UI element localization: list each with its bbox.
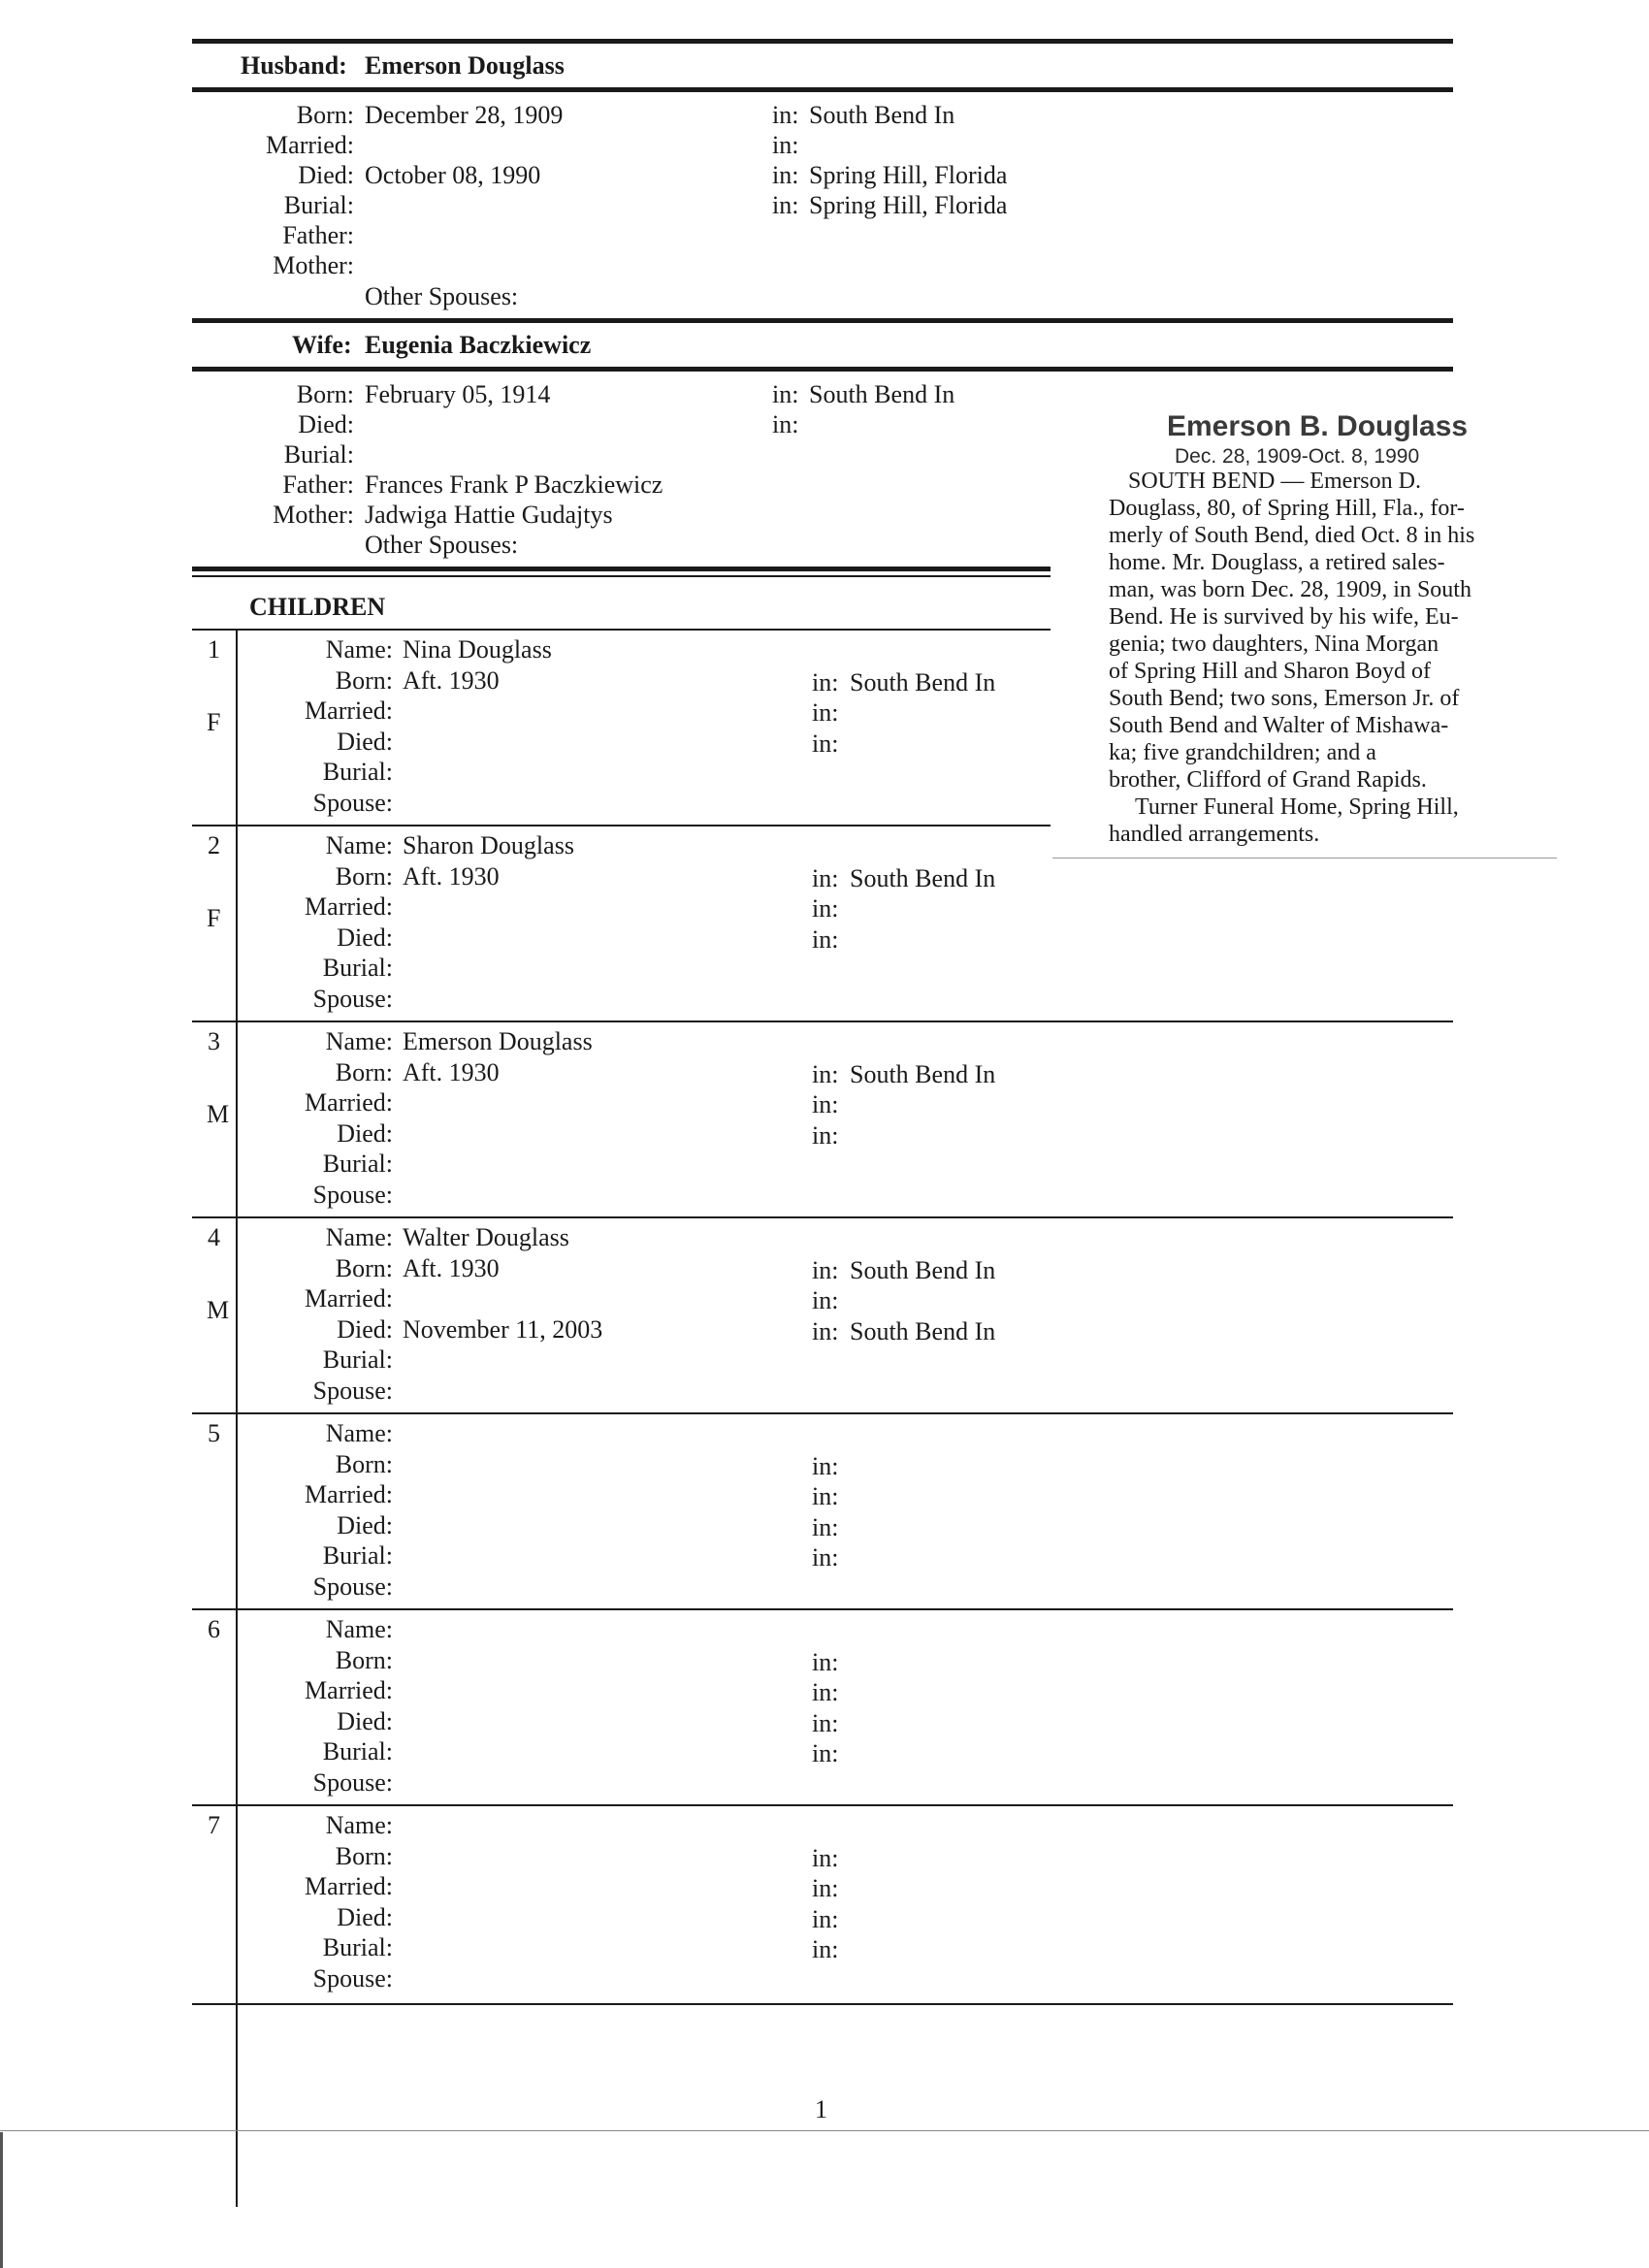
child-born-in-label: in: bbox=[812, 1647, 839, 1676]
child-divider-horizontal bbox=[192, 2003, 1453, 2005]
child-died-label: Died: bbox=[337, 1510, 393, 1539]
child-divider-horizontal bbox=[192, 1804, 1453, 1806]
husband-name: Emerson Douglass bbox=[365, 51, 565, 80]
child-divider-horizontal bbox=[192, 1216, 1453, 1218]
child-died-label: Died: bbox=[337, 1706, 393, 1735]
child-burial-label: Burial: bbox=[322, 1737, 393, 1766]
husband-died-place: Spring Hill, Florida bbox=[809, 161, 1008, 189]
obituary-line: South Bend and Walter of Mishawa- bbox=[1109, 713, 1449, 738]
child-born-label: Born: bbox=[335, 861, 393, 891]
obituary-title: Emerson B. Douglass bbox=[1167, 410, 1469, 442]
wife-born-in-label: in: bbox=[772, 380, 799, 408]
child-born-place: South Bend In bbox=[850, 1059, 996, 1088]
child-married-in-label: in: bbox=[812, 1286, 839, 1314]
child-divider-vertical bbox=[236, 1218, 238, 1414]
wife-name: Eugenia Baczkiewicz bbox=[365, 331, 592, 359]
obituary-line: SOUTH BEND — Emerson D. bbox=[1128, 469, 1421, 494]
husband-born-date: December 28, 1909 bbox=[365, 101, 564, 129]
obituary-line: Turner Funeral Home, Spring Hill, bbox=[1135, 794, 1459, 820]
child-sex: M bbox=[207, 1100, 230, 1128]
child-spouse-label: Spouse: bbox=[312, 1767, 393, 1797]
husband-label: Husband: bbox=[241, 51, 347, 80]
child-born-in-label: in: bbox=[812, 863, 839, 892]
husband-father-label: Father: bbox=[282, 221, 354, 249]
child-born-label: Born: bbox=[335, 1841, 393, 1870]
child-number: 3 bbox=[208, 1027, 220, 1055]
obituary-line: Bend. He is survived by his wife, Eu- bbox=[1109, 604, 1459, 630]
obituary-line: handled arrangements. bbox=[1109, 822, 1320, 847]
obituary-line: genia; two daughters, Nina Morgan bbox=[1109, 632, 1439, 657]
wife-other-spouses-label: Other Spouses: bbox=[365, 531, 519, 559]
child-number: 1 bbox=[208, 635, 220, 664]
obituary-line: ka; five grandchildren; and a bbox=[1109, 740, 1376, 765]
child-spouse-label: Spouse: bbox=[312, 984, 393, 1013]
child-married-label: Married: bbox=[305, 1676, 393, 1704]
child-born-in-label: in: bbox=[812, 1843, 839, 1872]
child-burial-label: Burial: bbox=[322, 1345, 393, 1374]
child-burial-in-label: in: bbox=[812, 1739, 839, 1767]
husband-died-label: Died: bbox=[298, 161, 354, 189]
child-born-place: South Bend In bbox=[850, 1255, 996, 1284]
child-sex: M bbox=[207, 1296, 230, 1324]
obituary-line: South Bend; two sons, Emerson Jr. of bbox=[1109, 686, 1460, 711]
child-married-in-label: in: bbox=[812, 1874, 839, 1902]
child-died-in-label: in: bbox=[812, 1120, 839, 1150]
child-born-label: Born: bbox=[335, 1449, 393, 1478]
child-spouse-label: Spouse: bbox=[312, 1571, 393, 1601]
child-divider-horizontal bbox=[192, 1608, 1453, 1610]
child-spouse-label: Spouse: bbox=[312, 1963, 393, 1993]
child-number: 6 bbox=[208, 1615, 220, 1643]
child-died-in-label: in: bbox=[812, 1512, 839, 1541]
husband-top-rule bbox=[192, 39, 1453, 44]
child-divider-horizontal bbox=[192, 1021, 1453, 1022]
wife-header-rule bbox=[192, 367, 1453, 372]
wife-father-label: Father: bbox=[282, 470, 354, 499]
child-died-in-label: in: bbox=[812, 1708, 839, 1737]
child-name-label: Name: bbox=[325, 1615, 393, 1643]
child-born-label: Born: bbox=[335, 1057, 393, 1086]
child-married-in-label: in: bbox=[812, 894, 839, 923]
child-died-place: South Bend In bbox=[850, 1316, 996, 1345]
child-died-label: Died: bbox=[337, 1902, 393, 1931]
child-born-value: Aft. 1930 bbox=[403, 665, 500, 695]
wife-mother: Jadwiga Hattie Gudajtys bbox=[365, 501, 613, 529]
child-born-place: South Bend In bbox=[850, 667, 996, 697]
child-burial-in-label: in: bbox=[812, 1543, 839, 1571]
child-died-in-label: in: bbox=[812, 1904, 839, 1933]
child-divider-vertical bbox=[236, 826, 238, 1022]
child-died-in-label: in: bbox=[812, 1316, 839, 1345]
child-married-label: Married: bbox=[305, 892, 393, 921]
child-married-label: Married: bbox=[305, 1480, 393, 1508]
husband-born-place: South Bend In bbox=[809, 101, 955, 129]
wife-born-label: Born: bbox=[296, 380, 354, 408]
husband-burial-place: Spring Hill, Florida bbox=[809, 191, 1008, 219]
husband-born-in-label: in: bbox=[772, 101, 799, 129]
wife-born-place: South Bend In bbox=[809, 380, 955, 408]
child-name-value: Nina Douglass bbox=[403, 635, 552, 664]
child-name-label: Name: bbox=[325, 1419, 393, 1447]
wife-burial-label: Burial: bbox=[283, 440, 354, 469]
obituary-clipping bbox=[1052, 378, 1557, 863]
husband-mother-label: Mother: bbox=[273, 251, 354, 279]
obituary-line: man, was born Dec. 28, 1909, in South bbox=[1109, 577, 1471, 602]
child-name-value: Walter Douglass bbox=[403, 1223, 569, 1251]
child-burial-label: Burial: bbox=[322, 954, 393, 982]
wife-died-label: Died: bbox=[298, 410, 354, 438]
child-burial-label: Burial: bbox=[322, 1541, 393, 1570]
child-divider-vertical bbox=[236, 1022, 238, 1218]
obituary-line: home. Mr. Douglass, a retired sales- bbox=[1109, 550, 1445, 575]
child-died-in-label: in: bbox=[812, 924, 839, 954]
wife-top-rule bbox=[192, 318, 1453, 323]
obituary-line: Douglass, 80, of Spring Hill, Fla., for- bbox=[1109, 496, 1465, 521]
children-top-rule bbox=[192, 567, 1051, 571]
child-died-label: Died: bbox=[337, 1314, 393, 1344]
child-born-in-label: in: bbox=[812, 1451, 839, 1480]
husband-burial-label: Burial: bbox=[283, 191, 354, 219]
child-married-in-label: in: bbox=[812, 698, 839, 727]
husband-died-in-label: in: bbox=[772, 161, 799, 189]
child-born-in-label: in: bbox=[812, 1059, 839, 1088]
husband-other-spouses-label: Other Spouses: bbox=[365, 282, 519, 310]
wife-label: Wife: bbox=[292, 331, 352, 359]
child-divider-vertical bbox=[236, 1610, 238, 1806]
child-died-label: Died: bbox=[337, 727, 393, 756]
obituary-bottom-rule bbox=[1052, 858, 1557, 859]
husband-burial-in-label: in: bbox=[772, 191, 799, 219]
child-sex: F bbox=[207, 708, 221, 736]
child-sex: F bbox=[207, 904, 221, 932]
child-born-value: Aft. 1930 bbox=[403, 1057, 500, 1086]
child-name-label: Name: bbox=[325, 1223, 393, 1251]
child-born-in-label: in: bbox=[812, 1255, 839, 1284]
child-died-in-label: in: bbox=[812, 729, 839, 758]
child-divider-vertical bbox=[236, 1414, 238, 1610]
obituary-line: of Spring Hill and Sharon Boyd of bbox=[1109, 659, 1431, 684]
child-burial-label: Burial: bbox=[322, 758, 393, 786]
child-born-label: Born: bbox=[335, 665, 393, 695]
scan-edge-bottom bbox=[0, 2130, 1649, 2131]
wife-mother-label: Mother: bbox=[273, 501, 354, 529]
husband-header-rule bbox=[192, 87, 1453, 92]
obituary-dates: Dec. 28, 1909-Oct. 8, 1990 bbox=[1175, 445, 1420, 468]
child-born-in-label: in: bbox=[812, 667, 839, 697]
husband-married-label: Married: bbox=[266, 131, 354, 159]
child-born-label: Born: bbox=[335, 1645, 393, 1674]
obituary-line: merly of South Bend, died Oct. 8 in his bbox=[1109, 523, 1475, 548]
scan-edge-left bbox=[0, 2132, 3, 2268]
wife-died-in-label: in: bbox=[772, 410, 799, 438]
husband-died-date: October 08, 1990 bbox=[365, 161, 541, 189]
child-name-label: Name: bbox=[325, 1811, 393, 1839]
child-name-label: Name: bbox=[325, 831, 393, 859]
child-number: 4 bbox=[208, 1223, 220, 1251]
husband-married-in-label: in: bbox=[772, 131, 799, 159]
child-spouse-label: Spouse: bbox=[312, 1376, 393, 1405]
child-divider-vertical bbox=[236, 631, 238, 826]
child-burial-label: Burial: bbox=[322, 1150, 393, 1178]
child-married-label: Married: bbox=[305, 1088, 393, 1117]
child-married-label: Married: bbox=[305, 697, 393, 725]
child-name-label: Name: bbox=[325, 1027, 393, 1055]
child-burial-in-label: in: bbox=[812, 1935, 839, 1963]
child-married-in-label: in: bbox=[812, 1482, 839, 1510]
child-burial-label: Burial: bbox=[322, 1933, 393, 1961]
child-spouse-label: Spouse: bbox=[312, 1180, 393, 1209]
child-married-in-label: in: bbox=[812, 1090, 839, 1118]
page-number: 1 bbox=[815, 2095, 827, 2123]
child-died-label: Died: bbox=[337, 1118, 393, 1148]
child-born-value: Aft. 1930 bbox=[403, 1253, 500, 1282]
child-married-label: Married: bbox=[305, 1284, 393, 1312]
child-divider-horizontal bbox=[192, 1412, 1453, 1414]
child-born-value: Aft. 1930 bbox=[403, 861, 500, 891]
child-number: 5 bbox=[208, 1419, 220, 1447]
obituary-line: brother, Clifford of Grand Rapids. bbox=[1109, 767, 1427, 793]
child-divider-horizontal bbox=[192, 825, 1051, 826]
child-name-value: Sharon Douglass bbox=[403, 831, 574, 859]
child-divider-vertical bbox=[236, 1806, 238, 2207]
child-number: 2 bbox=[208, 831, 220, 859]
child-spouse-label: Spouse: bbox=[312, 788, 393, 817]
wife-born-date: February 05, 1914 bbox=[365, 380, 551, 408]
child-died-label: Died: bbox=[337, 923, 393, 952]
child-number: 7 bbox=[208, 1811, 220, 1839]
child-died-value: November 11, 2003 bbox=[403, 1314, 603, 1344]
child-married-in-label: in: bbox=[812, 1678, 839, 1706]
child-name-label: Name: bbox=[325, 635, 393, 664]
children-header: CHILDREN bbox=[249, 593, 386, 621]
child-name-value: Emerson Douglass bbox=[403, 1027, 593, 1055]
husband-born-label: Born: bbox=[296, 101, 354, 129]
child-born-place: South Bend In bbox=[850, 863, 996, 892]
children-header-rule bbox=[192, 629, 1051, 631]
child-married-label: Married: bbox=[305, 1872, 393, 1900]
child-born-label: Born: bbox=[335, 1253, 393, 1282]
children-top-rule-2 bbox=[192, 575, 1051, 577]
wife-father: Frances Frank P Baczkiewicz bbox=[365, 470, 663, 499]
